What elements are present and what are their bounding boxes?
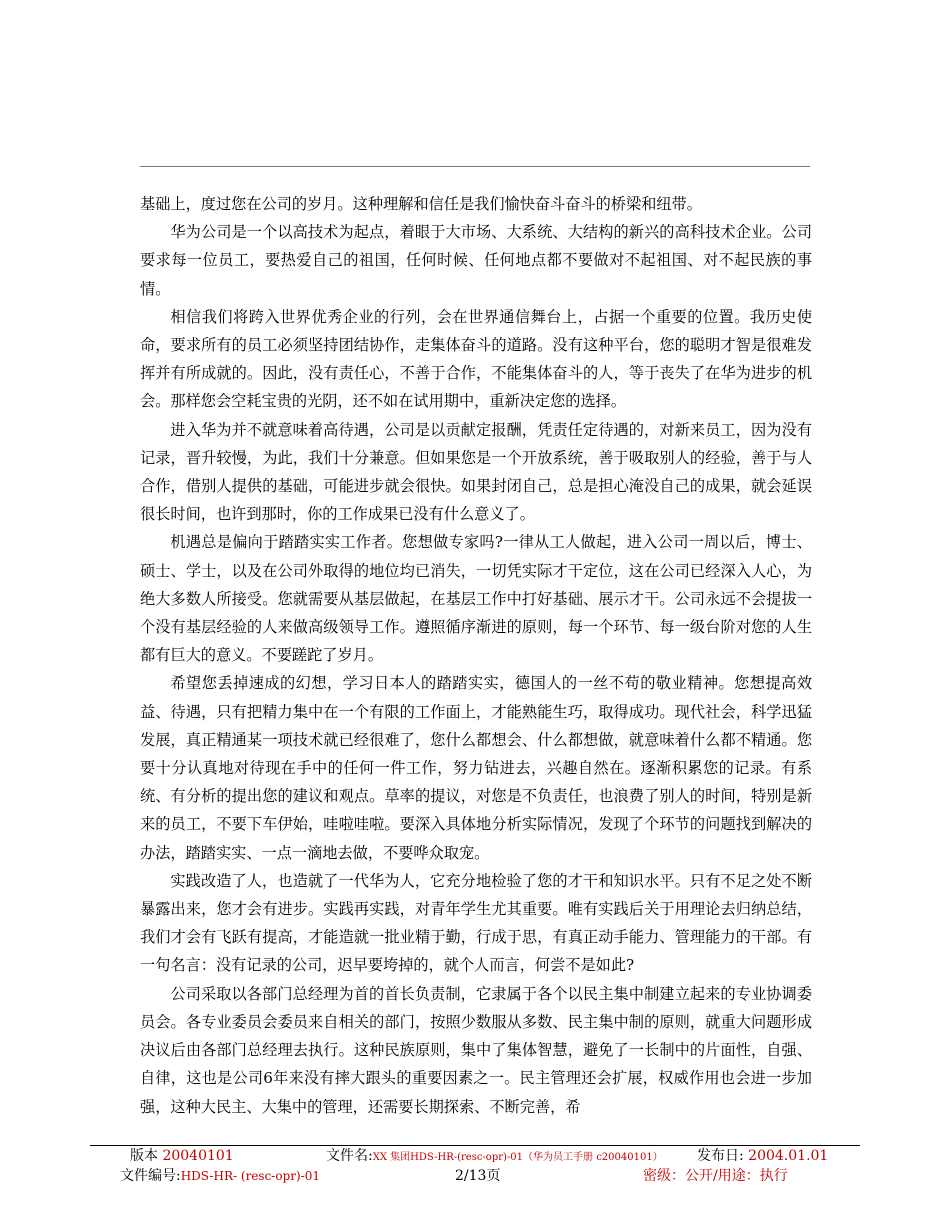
footer-version bbox=[130, 1147, 234, 1165]
footer-rule bbox=[90, 1145, 860, 1146]
paragraph-2: 华为公司是一个以高技术为起点，着眼于大市场、大系统、大结构的新兴的高科技术企业。公司要求每一位员工，要热爱自己的祖国，任何时候、任何地点都不要做对不起祖国、对不起民族的事情。 bbox=[140, 223, 812, 298]
release-value: 2004.01.01 bbox=[748, 1148, 829, 1164]
filename-value: XX 集团HDS-HR-(resc-opr)-01（华为员工手册 c20040101） bbox=[372, 1152, 663, 1163]
paragraph-6: 希望您丢掉速成的幻想，学习日本人的踏踏实实，德国人的一丝不苟的敬业精神。您想提高效益、待遇，只有把精力集中在一个有限的工作面上，才能熟能生巧，取得成功。现代社会，科学迅猛发展，真正精通某一项技术就已经很难了，您什么都想会、什么都想做，就意味着什么都不精通。您要十分认真地对待现在手中的任何一件工作，努力钻进去，兴趣自然在。逐渐积累您的记录。有系统、有分析的提出您的建议和观点。草率的提议，对您是不负责任，也浪费了别人的时间，特别是新来的员工，不要下车伊始，哇啦哇啦。要深入具体地分析实际情况，发现了个环节的问题找到解决的办法，踏踏实实、一点一滴地去做，不要哗众取宠。 bbox=[140, 674, 812, 862]
footer-release-date bbox=[697, 1147, 828, 1165]
version-label: 版本 bbox=[130, 1148, 158, 1164]
release-label: 发布日: bbox=[697, 1148, 744, 1164]
paragraph-5: 机遇总是偏向于踏踏实实工作者。您想做专家吗?一律从工人做起，进入公司一周以后，博士、硕士、学士，以及在公司外取得的地位均已消失，一切凭实际才干定位，这在公司已经深入人心，为绝大多数人所接受。您就需要从基层做起，在基层工作中打好基础、展示才干。公司永远不会提拔一个没有基层经验的人来做高级领导工作。遵照循序渐进的原则，每一个环节、每一级台阶对您的人生都有巨大的意义。不要蹉跎了岁月。 bbox=[140, 533, 812, 665]
paragraph-7: 实践改造了人，也造就了一代华为人，它充分地检验了您的才干和知识水平。只有不足之处不断暴露出来，您才会有进步。实践再实践，对青年学生尤其重要。唯有实践后关于用理论去归纳总结，我们才会有飞跃有提高，才能造就一批业精于勤，行成于思，有真正动手能力、管理能力的干部。有一句名言：没有记录的公司，迟早要垮掉的，就个人而言，何尝不是如此? bbox=[140, 871, 812, 975]
footer-document-number bbox=[120, 1167, 320, 1185]
filename-label: 文件名: bbox=[326, 1148, 373, 1164]
footer-filename bbox=[326, 1147, 663, 1167]
header-rule bbox=[140, 166, 810, 167]
paragraph-3: 相信我们将跨入世界优秀企业的行列，会在世界通信舞台上，占据一个重要的位置。我历史使命，要求所有的员工必须坚持团结协作，走集体奋斗的道路。没有这种平台，您的聪明才智是很难发挥并有所成就的。因此，没有责任心，不善于合作，不能集体奋斗的人，等于丧失了在华为进步的机会。那样您会空耗宝贵的光阴，还不如在试用期中，重新决定您的选择。 bbox=[140, 307, 812, 411]
document-body bbox=[140, 190, 812, 1121]
paragraph-1: 基础上，度过您在公司的岁月。这种理解和信任是我们愉快奋斗奋斗的桥梁和纽带。 bbox=[140, 195, 702, 213]
version-value: 20040101 bbox=[162, 1148, 234, 1164]
paragraph-8: 公司采取以各部门总经理为首的首长负责制，它隶属于各个以民主集中制建立起来的专业协调委员会。各专业委员会委员来自相关的部门，按照少数服从多数、民主集中制的原则，就重大问题形成决议后由各部门总经理去执行。这种民族原则，集中了集体智慧，避免了一长制中的片面性，自强、自律，这也是公司6年来没有摔大跟头的重要因素之一。民主管理还会扩展，权威作用也会进一步加强，这种大民主、大集中的管理，还需要长期探索、不断完善，希 bbox=[140, 984, 812, 1116]
docno-value: HDS-HR- (resc-opr)-01 bbox=[180, 1169, 320, 1183]
paragraph-4: 进入华为并不就意味着高待遇，公司是以贡献定报酬，凭责任定待遇的，对新来员工，因为没有记录，晋升较慢，为此，我们十分兼意。但如果您是一个开放系统，善于吸取别人的经验，善于与人合作，借别人提供的基础，可能进步就会很快。如果封闭自己，总是担心淹没自己的成果，就会延误很长时间，也许到那时，你的工作成果已没有什么意义了。 bbox=[140, 420, 812, 524]
footer-page-number: 2/13页 bbox=[455, 1168, 501, 1184]
docno-label: 文件编号: bbox=[120, 1168, 181, 1184]
footer-security-level: 密级：公开/用途：执行 bbox=[643, 1168, 788, 1184]
